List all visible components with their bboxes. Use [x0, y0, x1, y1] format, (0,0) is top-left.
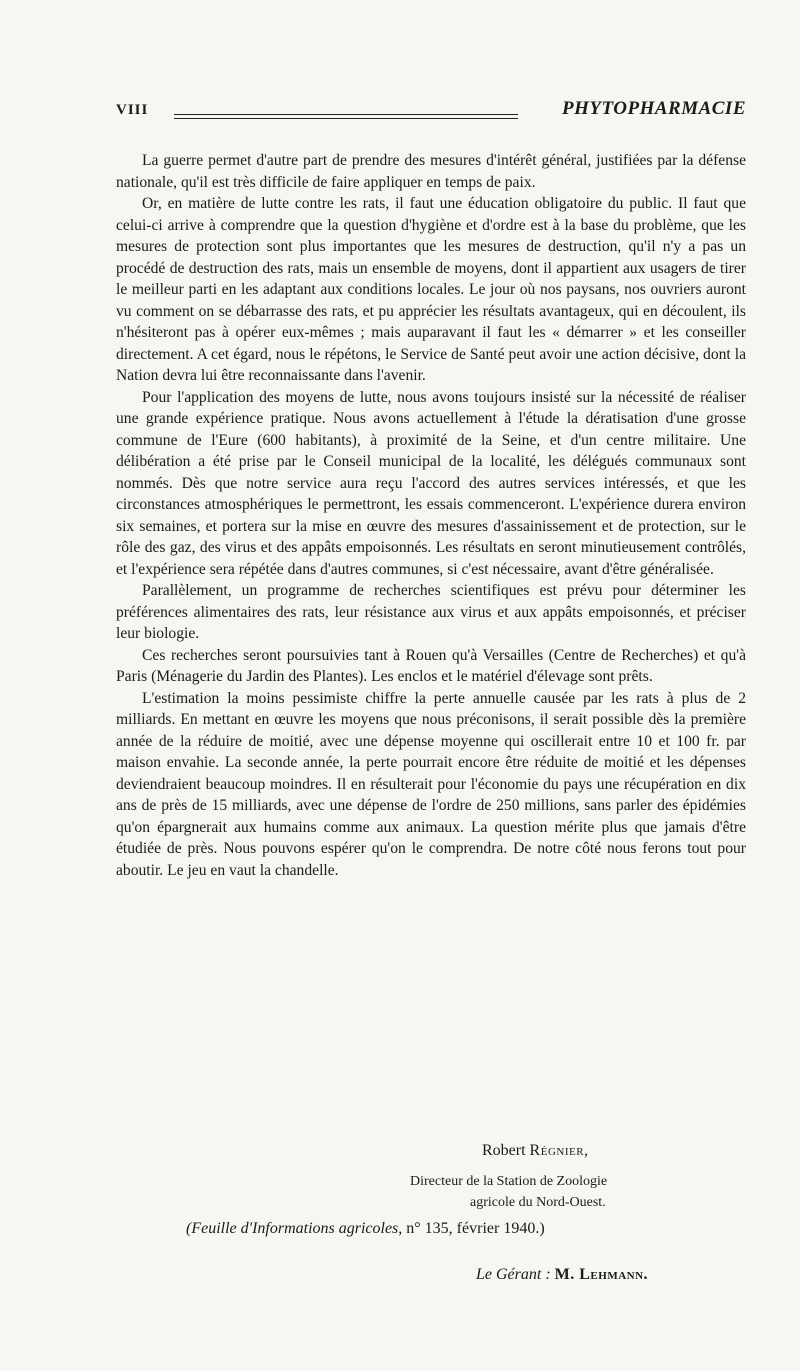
author-first-name: Robert	[482, 1142, 526, 1159]
author-title	[410, 1171, 710, 1213]
source-citation	[186, 1220, 545, 1238]
author-title-line: agricole du Nord-Ouest.	[470, 1195, 606, 1210]
header-double-rule	[174, 114, 518, 119]
source-publication: (Feuille d'Informations agricoles,	[186, 1220, 403, 1237]
paragraph: Or, en matière de lutte contre les rats, il faut une éducation obligatoire du public. Il faut que celui-ci arrive à comprendre que la question d'hygiène et d'ordre est à la base du problème, que les mesures de protection sont plus importantes que les mesures de destruction, qu'il n'y a pas un procédé de destruction des rats, mais un ensemble de moyens, dont il appartient aux usagers de tirer le meilleur parti en les adaptant aux conditions locales. Le jour où nos paysans, nos ouvriers auront vu comment on se débarrasse des rats, et pu apprécier les résultats avantageux, qui en découlent, ils n'hésiteront pas à opérer eux-mêmes ; mais auparavant il faut les « démarrer » et les conseiller directement. A cet égard, nous le répétons, le Service de Santé peut avoir une action décisive, dont la Nation devra lui être reconnaissante dans l'avenir.	[116, 195, 746, 384]
managing-editor-line	[476, 1266, 648, 1284]
paragraph: Parallèlement, un programme de recherches scientifiques est prévu pour déterminer les préférences alimentaires des rats, leur résistance aux virus et aux appâts empoisonnés, et préciser leur biologie.	[116, 582, 746, 642]
running-title: PHYTOPHARMACIE	[561, 98, 746, 119]
page-number: VIII	[116, 102, 149, 118]
source-issue: n° 135, février 1940.)	[406, 1220, 545, 1237]
page-header	[116, 98, 746, 132]
paragraph: Pour l'application des moyens de lutte, nous avons toujours insisté sur la nécessité de réaliser une grande expérience pratique. Nous avons actuellement à l'étude la dératisation d'une grosse commune de l'Eure (600 habitants), à proximité de la Seine, et d'un centre militaire. Une délibération a été prise par le Conseil municipal de la localité, les délégués communaux sont nommés. Dès que notre service aura reçu l'accord des autres services intéressés, et que les circonstances atmosphériques le permettront, les essais commenceront. L'expérience durera environ six semaines, et portera sur la mise en œuvre des mesures d'assainissement et de protection, sur le rôle des gaz, des virus et des appâts empoisonnés. Les résultats en seront minutieusement contrôlés, et l'expérience sera répétée dans d'autres communes, si c'est nécessaire, avant d'être généralisée.	[116, 388, 746, 578]
author-signature	[482, 1142, 589, 1160]
author-title-line: Directeur de la Station de Zoologie	[410, 1174, 608, 1189]
paragraph: L'estimation la moins pessimiste chiffre la perte annuelle causée par les rats à plus de 2 milliards. En mettant en œuvre les moyens que nous préconisons, il serait possible dès la première année de la réduire de moitié, avec une dépense moyenne qui oscillerait entre 10 et 100 fr. par maison envahie. La seconde année, la perte pourrait encore être réduite de moitié et les dépenses deviendraient beaucoup moindres. Il en résulterait pour l'économie du pays une récupération en dix ans de près de 15 milliards, avec une dépense de l'ordre de 250 millions, sans parler des épidémies qu'on épargnerait aux humains comme aux animaux. La question mérite plus que jamais d'être étudiée de près. Nous pouvons espérer qu'on le comprendra. De notre côté nous ferons tout pour aboutir. Le jeu en vaut la chandelle.	[116, 689, 746, 879]
paragraph: La guerre permet d'autre part de prendre des mesures d'intérêt général, justifiées par la défense nationale, qu'il est très difficile de faire appliquer en temps de paix.	[116, 152, 746, 191]
paragraph: Ces recherches seront poursuivies tant à Rouen qu'à Versailles (Centre de Recherches) et qu'à Paris (Ménagerie du Jardin des Plantes). Les enclos et le matériel d'élevage sont prêts.	[116, 646, 746, 685]
article-body	[116, 150, 746, 881]
manager-name: M. Lehmann.	[554, 1266, 649, 1283]
author-last-name: Régnier,	[529, 1142, 589, 1159]
manager-label: Le Gérant :	[476, 1266, 551, 1283]
